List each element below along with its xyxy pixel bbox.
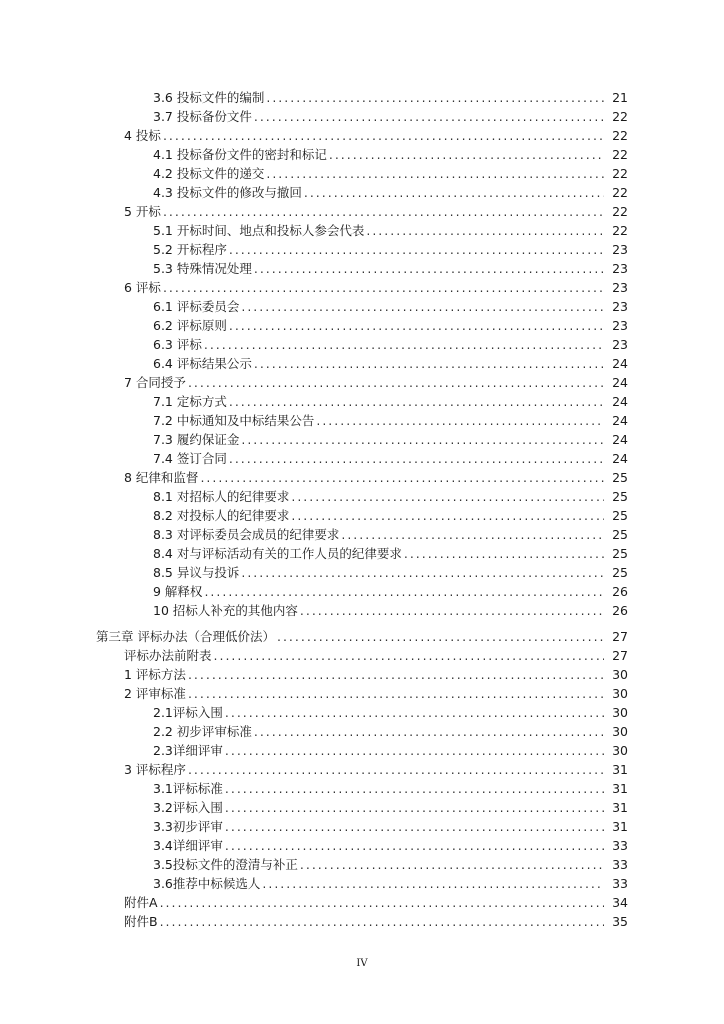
toc-entry-title: 8 纪律和监督 bbox=[124, 470, 199, 485]
toc-entry-title: 2.2 初步评审标准 bbox=[153, 724, 252, 739]
toc-entry-title: 第三章 评标办法（合理低价法） bbox=[96, 629, 275, 644]
toc-entry-title: 评标办法前附表 bbox=[124, 648, 212, 663]
toc-entry-page: 30 bbox=[612, 743, 628, 758]
dot-leader bbox=[254, 259, 604, 278]
toc-entry-title: 8.2 对投标人的纪律要求 bbox=[153, 508, 290, 523]
toc-entry[interactable] bbox=[0, 221, 724, 240]
dot-leader bbox=[160, 893, 604, 912]
toc-entry-title: 3.5投标文件的澄清与补正 bbox=[153, 857, 298, 872]
dot-leader bbox=[225, 836, 604, 855]
toc-entry-title: 附件B bbox=[124, 914, 158, 929]
toc-entry-page: 22 bbox=[612, 166, 628, 181]
toc-entry[interactable] bbox=[0, 88, 724, 107]
dot-leader bbox=[188, 665, 604, 684]
toc-entry-title: 5 开标 bbox=[124, 204, 161, 219]
toc-entry-title: 5.1 开标时间、地点和投标人参会代表 bbox=[153, 223, 365, 238]
toc-entry[interactable] bbox=[0, 646, 724, 665]
toc-entry-title: 4.3 投标文件的修改与撤回 bbox=[153, 185, 302, 200]
toc-entry-page: 30 bbox=[612, 705, 628, 720]
toc-entry-page: 22 bbox=[612, 223, 628, 238]
dot-leader bbox=[254, 722, 604, 741]
toc-entry-title: 2.3详细评审 bbox=[153, 743, 223, 758]
toc-entry-title: 9 解释权 bbox=[153, 584, 203, 599]
dot-leader bbox=[291, 506, 604, 525]
dot-leader bbox=[316, 411, 604, 430]
toc-entry-page: 30 bbox=[612, 667, 628, 682]
toc-entry-page: 24 bbox=[612, 394, 628, 409]
dot-leader bbox=[229, 392, 604, 411]
toc-entry-page: 31 bbox=[612, 781, 628, 796]
toc-entry-page: 35 bbox=[612, 914, 628, 929]
toc-entry-page: 24 bbox=[612, 356, 628, 371]
toc-entry-title: 2 评审标准 bbox=[124, 686, 186, 701]
dot-leader bbox=[300, 601, 604, 620]
toc-entry-page: 23 bbox=[612, 261, 628, 276]
page-number: IV bbox=[356, 958, 368, 969]
dot-leader bbox=[200, 468, 604, 487]
toc-entry-page: 31 bbox=[612, 819, 628, 834]
toc-entry-page: 22 bbox=[612, 147, 628, 162]
toc-entry[interactable] bbox=[0, 601, 724, 620]
dot-leader bbox=[300, 855, 604, 874]
toc-entry-page: 23 bbox=[612, 337, 628, 352]
toc-entry-page: 33 bbox=[612, 876, 628, 891]
dot-leader bbox=[241, 297, 604, 316]
toc-entry[interactable] bbox=[0, 373, 724, 392]
toc-entry[interactable] bbox=[0, 563, 724, 582]
toc-entry-page: 33 bbox=[612, 857, 628, 872]
toc-entry[interactable] bbox=[0, 468, 724, 487]
toc-entry[interactable] bbox=[0, 202, 724, 221]
toc-entry-title: 3.3初步评审 bbox=[153, 819, 223, 834]
toc-entry-page: 24 bbox=[612, 413, 628, 428]
dot-leader bbox=[214, 646, 604, 665]
dot-leader bbox=[262, 874, 604, 893]
dot-leader bbox=[163, 278, 604, 297]
toc-entry[interactable] bbox=[0, 335, 724, 354]
toc-entry-title: 3.2评标入围 bbox=[153, 800, 223, 815]
toc-entry-title: 8.5 异议与投诉 bbox=[153, 565, 240, 580]
toc-entry-page: 26 bbox=[612, 603, 628, 618]
dot-leader bbox=[254, 107, 604, 126]
dot-leader bbox=[225, 798, 604, 817]
dot-leader bbox=[163, 202, 604, 221]
toc-entry-title: 4 投标 bbox=[124, 128, 161, 143]
dot-leader bbox=[241, 563, 604, 582]
toc-entry[interactable] bbox=[0, 164, 724, 183]
toc-entry-title: 3.6推荐中标候选人 bbox=[153, 876, 261, 891]
toc-entry[interactable] bbox=[0, 817, 724, 836]
toc-entry[interactable] bbox=[0, 582, 724, 601]
toc-entry-page: 22 bbox=[612, 128, 628, 143]
dot-leader bbox=[341, 525, 604, 544]
toc-entry[interactable] bbox=[0, 145, 724, 164]
dot-leader bbox=[229, 449, 604, 468]
toc-entry-title: 7 合同授予 bbox=[124, 375, 186, 390]
toc-entry-page: 25 bbox=[612, 565, 628, 580]
toc-entry-title: 7.2 中标通知及中标结果公告 bbox=[153, 413, 315, 428]
toc-entry[interactable] bbox=[0, 741, 724, 760]
toc-entry[interactable] bbox=[0, 392, 724, 411]
dot-leader bbox=[204, 582, 604, 601]
toc-entry-page: 23 bbox=[612, 280, 628, 295]
toc-entry[interactable] bbox=[0, 627, 724, 646]
toc-entry-title: 3.1评标标准 bbox=[153, 781, 223, 796]
dot-leader bbox=[241, 430, 604, 449]
toc-entry-page: 25 bbox=[612, 489, 628, 504]
toc-entry-page: 21 bbox=[612, 90, 628, 105]
toc-entry-title: 6 评标 bbox=[124, 280, 161, 295]
toc-entry-title: 6.4 评标结果公示 bbox=[153, 356, 252, 371]
dot-leader bbox=[229, 316, 604, 335]
toc-entry-title: 附件A bbox=[124, 895, 158, 910]
toc-entry-page: 22 bbox=[612, 185, 628, 200]
dot-leader bbox=[266, 88, 604, 107]
toc-entry[interactable] bbox=[0, 449, 724, 468]
toc-entry-page: 23 bbox=[612, 299, 628, 314]
toc-entry[interactable] bbox=[0, 722, 724, 741]
dot-leader bbox=[404, 544, 604, 563]
dot-leader bbox=[291, 487, 604, 506]
dot-leader bbox=[225, 779, 604, 798]
toc-entry-title: 10 招标人补充的其他内容 bbox=[153, 603, 298, 618]
toc-entry-title: 7.4 签订合同 bbox=[153, 451, 227, 466]
toc-entry[interactable] bbox=[0, 703, 724, 722]
toc-entry-title: 1 评标方法 bbox=[124, 667, 186, 682]
toc-entry[interactable] bbox=[0, 893, 724, 912]
dot-leader bbox=[277, 627, 604, 646]
toc-entry-title: 4.1 投标备份文件的密封和标记 bbox=[153, 147, 327, 162]
toc-entry[interactable] bbox=[0, 107, 724, 126]
toc-entry[interactable] bbox=[0, 297, 724, 316]
dot-leader bbox=[188, 760, 604, 779]
toc-entry-title: 7.1 定标方式 bbox=[153, 394, 227, 409]
toc-entry-title: 3.4详细评审 bbox=[153, 838, 223, 853]
toc-entry[interactable] bbox=[0, 874, 724, 893]
toc-entry[interactable] bbox=[0, 316, 724, 335]
toc-entry-title: 2.1评标入围 bbox=[153, 705, 223, 720]
toc-entry-page: 33 bbox=[612, 838, 628, 853]
toc-entry[interactable] bbox=[0, 278, 724, 297]
dot-leader bbox=[225, 741, 604, 760]
toc-entry-page: 22 bbox=[612, 109, 628, 124]
toc-entry[interactable] bbox=[0, 798, 724, 817]
toc-entry[interactable] bbox=[0, 430, 724, 449]
toc-entry-page: 30 bbox=[612, 686, 628, 701]
toc-entry-title: 8.4 对与评标活动有关的工作人员的纪律要求 bbox=[153, 546, 402, 561]
toc-entry-page: 25 bbox=[612, 470, 628, 485]
toc-entry[interactable] bbox=[0, 525, 724, 544]
table-of-contents bbox=[0, 88, 724, 931]
dot-leader bbox=[254, 354, 604, 373]
dot-leader bbox=[225, 817, 604, 836]
toc-entry-title: 6.3 评标 bbox=[153, 337, 202, 352]
toc-entry[interactable] bbox=[0, 684, 724, 703]
toc-entry[interactable] bbox=[0, 183, 724, 202]
dot-leader bbox=[366, 221, 604, 240]
dot-leader bbox=[225, 703, 604, 722]
toc-entry-page: 34 bbox=[612, 895, 628, 910]
toc-entry[interactable] bbox=[0, 354, 724, 373]
dot-leader bbox=[163, 126, 604, 145]
dot-leader bbox=[229, 240, 604, 259]
toc-entry-title: 8.1 对招标人的纪律要求 bbox=[153, 489, 290, 504]
dot-leader bbox=[160, 912, 604, 931]
toc-entry-page: 27 bbox=[612, 648, 628, 663]
dot-leader bbox=[329, 145, 604, 164]
toc-entry-page: 31 bbox=[612, 762, 628, 777]
dot-leader bbox=[188, 684, 604, 703]
toc-entry-title: 3 评标程序 bbox=[124, 762, 186, 777]
dot-leader bbox=[188, 373, 604, 392]
toc-entry-page: 31 bbox=[612, 800, 628, 815]
toc-entry[interactable] bbox=[0, 259, 724, 278]
toc-entry[interactable] bbox=[0, 544, 724, 563]
toc-entry[interactable] bbox=[0, 240, 724, 259]
toc-entry[interactable] bbox=[0, 126, 724, 145]
toc-entry-title: 3.7 投标备份文件 bbox=[153, 109, 252, 124]
toc-entry-title: 4.2 投标文件的递交 bbox=[153, 166, 265, 181]
toc-entry-title: 6.1 评标委员会 bbox=[153, 299, 240, 314]
toc-entry[interactable] bbox=[0, 665, 724, 684]
toc-entry[interactable] bbox=[0, 487, 724, 506]
toc-entry-page: 24 bbox=[612, 432, 628, 447]
toc-entry[interactable] bbox=[0, 779, 724, 798]
toc-entry-page: 24 bbox=[612, 451, 628, 466]
dot-leader bbox=[266, 164, 604, 183]
toc-entry-title: 8.3 对评标委员会成员的纪律要求 bbox=[153, 527, 340, 542]
dot-leader bbox=[304, 183, 604, 202]
toc-entry-title: 3.6 投标文件的编制 bbox=[153, 90, 265, 105]
toc-entry-title: 6.2 评标原则 bbox=[153, 318, 227, 333]
dot-leader bbox=[204, 335, 604, 354]
toc-entry-page: 23 bbox=[612, 242, 628, 257]
toc-entry-page: 25 bbox=[612, 527, 628, 542]
toc-entry[interactable] bbox=[0, 912, 724, 931]
toc-entry-page: 27 bbox=[612, 629, 628, 644]
toc-entry-title: 7.3 履约保证金 bbox=[153, 432, 240, 447]
toc-entry[interactable] bbox=[0, 760, 724, 779]
toc-entry[interactable] bbox=[0, 506, 724, 525]
toc-entry-page: 25 bbox=[612, 546, 628, 561]
toc-entry[interactable] bbox=[0, 411, 724, 430]
toc-entry-page: 25 bbox=[612, 508, 628, 523]
toc-entry-page: 22 bbox=[612, 204, 628, 219]
toc-entry-title: 5.3 特殊情况处理 bbox=[153, 261, 252, 276]
toc-entry[interactable] bbox=[0, 855, 724, 874]
toc-entry-page: 30 bbox=[612, 724, 628, 739]
toc-entry-page: 24 bbox=[612, 375, 628, 390]
toc-entry-page: 26 bbox=[612, 584, 628, 599]
toc-entry[interactable] bbox=[0, 836, 724, 855]
toc-entry-title: 5.2 开标程序 bbox=[153, 242, 227, 257]
toc-entry-page: 23 bbox=[612, 318, 628, 333]
